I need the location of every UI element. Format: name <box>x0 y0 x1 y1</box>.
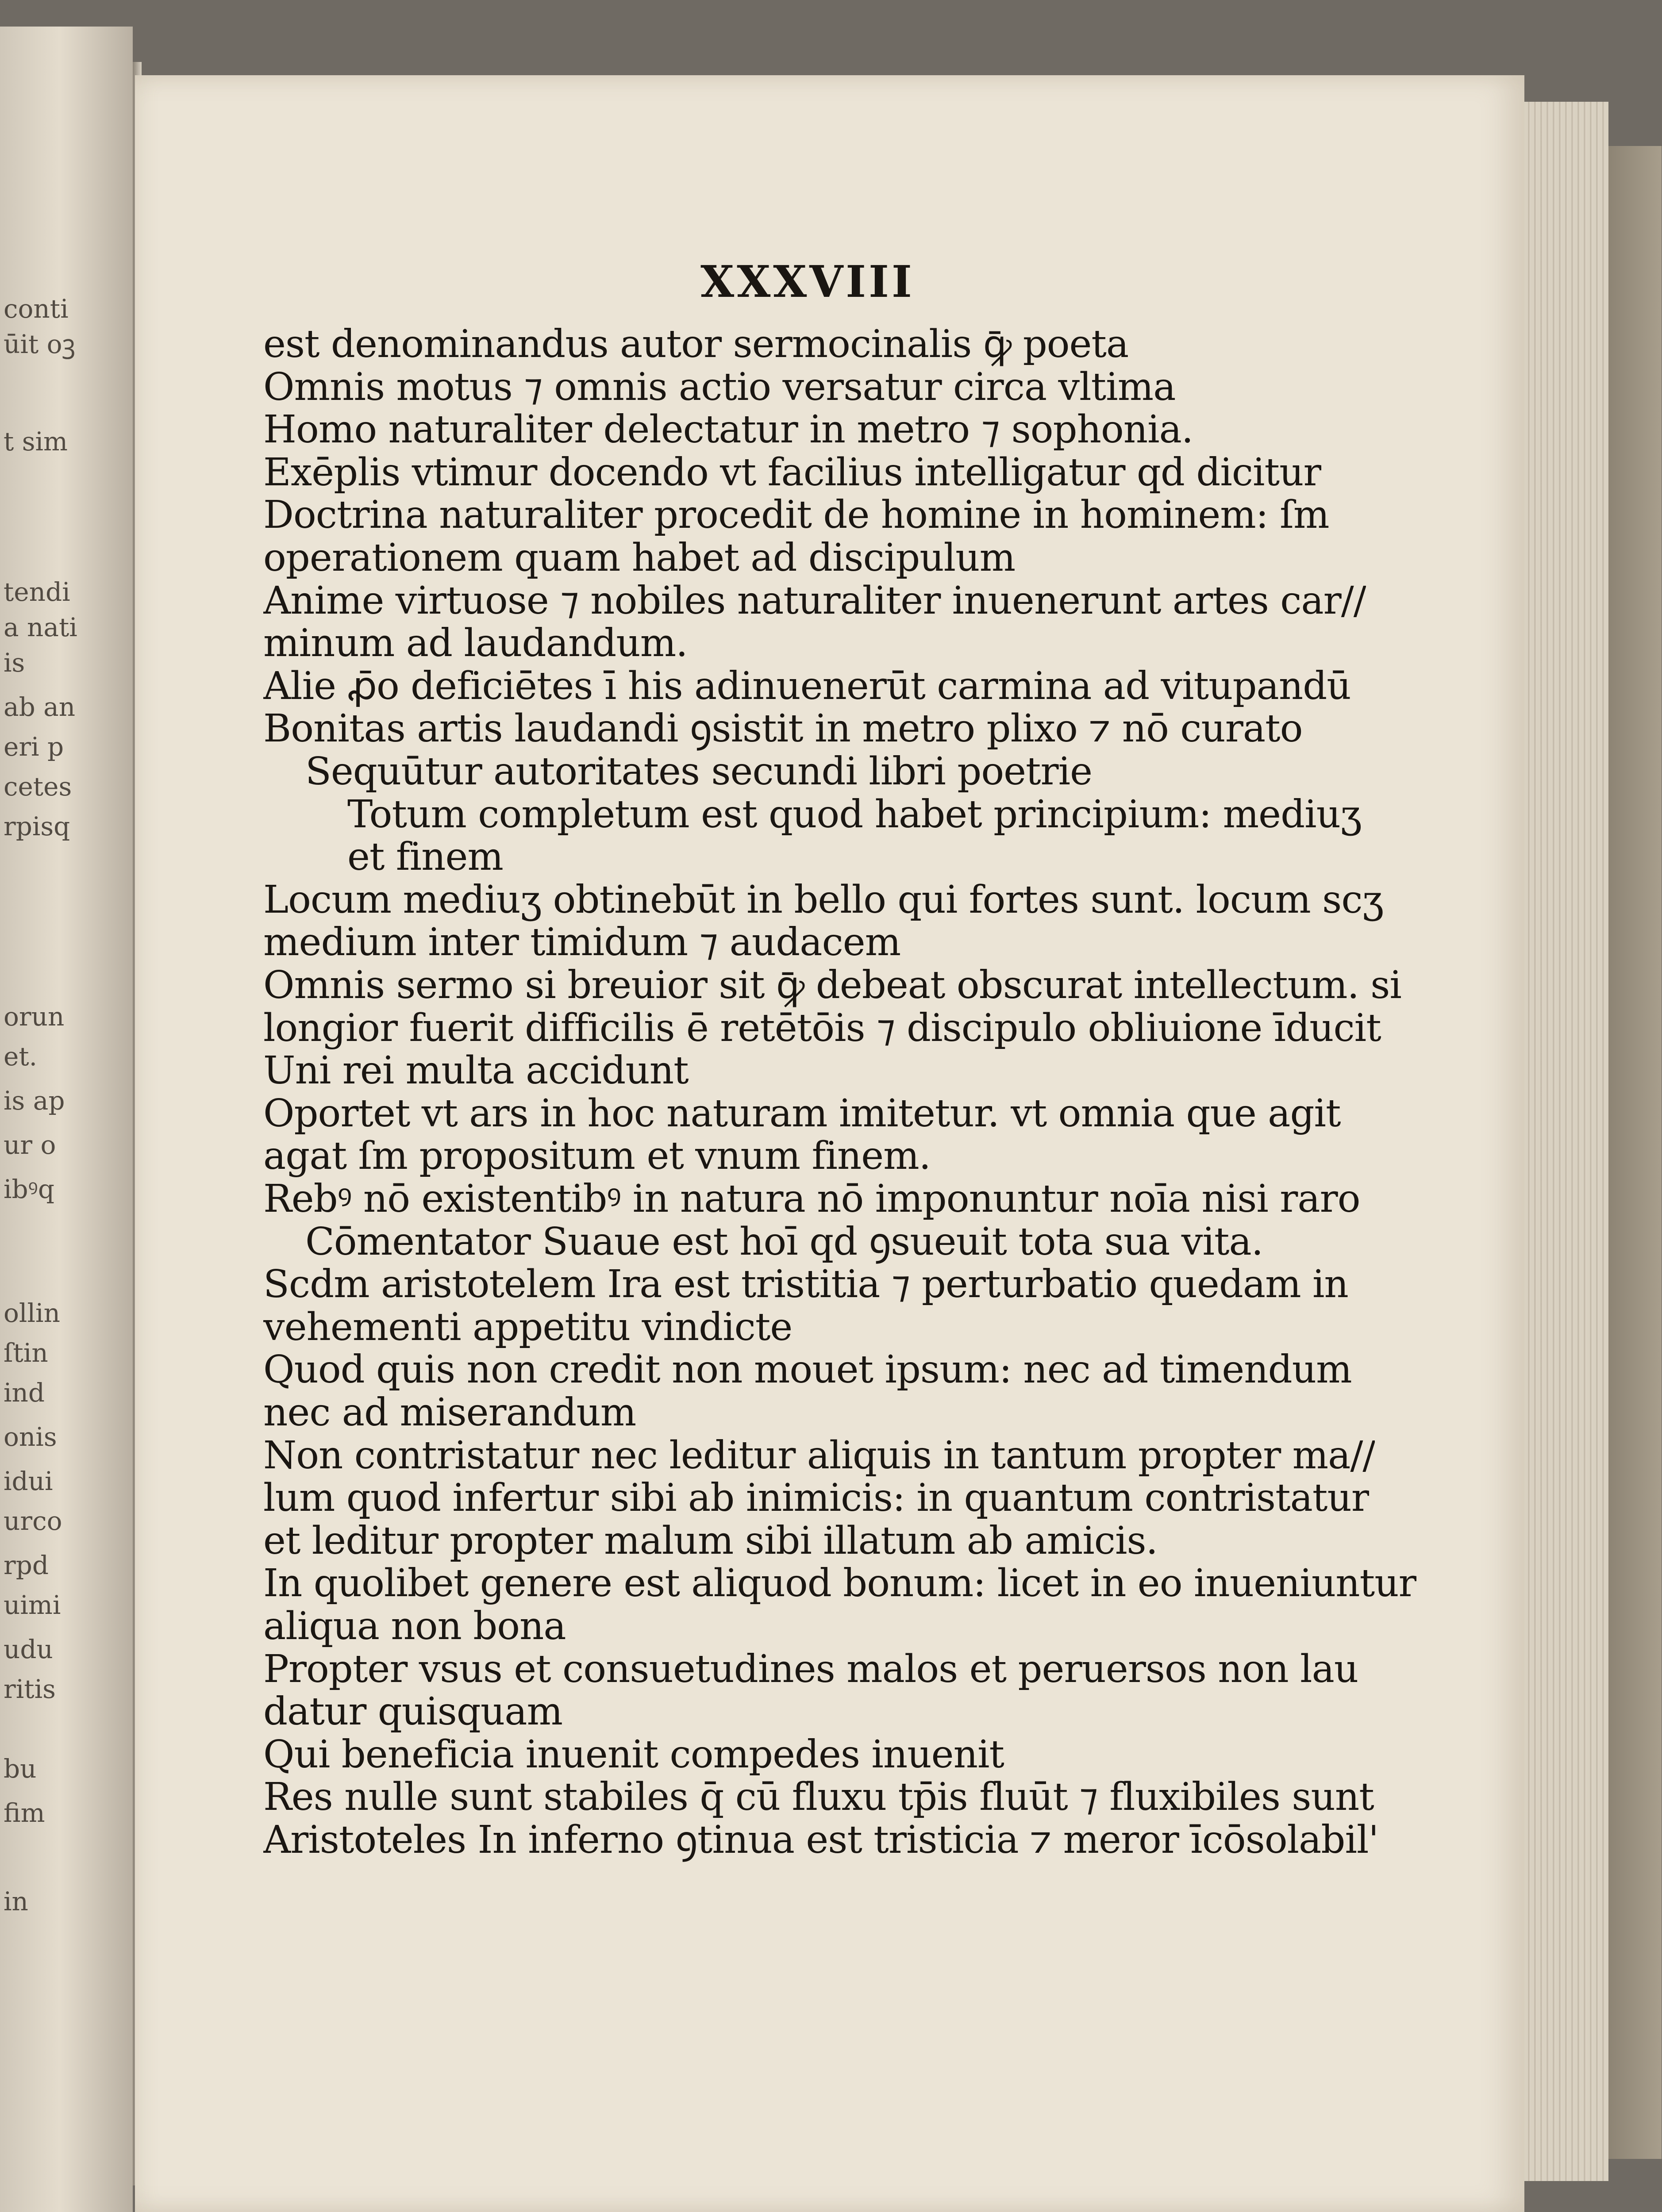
left-page-text-fragment: uimi <box>4 1590 61 1620</box>
left-page-text-fragment: ūit oꝫ <box>4 329 76 359</box>
text-line: Oportet vt ars in hoc naturam imitetur. vt omnia que agit <box>263 1091 1341 1136</box>
left-page-text-fragment: tendi <box>4 577 70 607</box>
page-fore-edge <box>1524 102 1608 2181</box>
leaf-number: XXXVIII <box>700 257 915 307</box>
text-line: est denominandus autor sermocinalis ꝙ̄ poeta <box>263 322 1129 366</box>
text-line: datur quisquam <box>263 1690 563 1734</box>
left-page-text-fragment: rpd <box>4 1550 49 1580</box>
text-line: Omnis sermo si breuior sit ꝙ̄ debeat obscurat intellectum. si <box>263 963 1401 1007</box>
text-line: minum ad laudandum. <box>263 621 688 666</box>
text-line: Res nulle sunt stabiles q̄ cū fluxu tp̄is fluūt ⁊ fluxibiles sunt <box>263 1775 1374 1820</box>
left-page-text-fragment: is ap <box>4 1086 65 1116</box>
left-page-text-fragment: ind <box>4 1378 45 1408</box>
text-line: Omnis motus ⁊ omnis actio versatur circa vltima <box>263 365 1176 409</box>
text-line: aliqua non bona <box>263 1604 566 1648</box>
left-page-text-fragment: urco <box>4 1506 62 1536</box>
left-page-text-fragment: onis <box>4 1422 57 1452</box>
text-line: Anime virtuose ⁊ nobiles naturaliter inuenerunt artes car// <box>263 578 1366 623</box>
left-page-text-fragment: bu <box>4 1754 37 1784</box>
text-line: Alie ꝓ̄o deficiētes ī his adinuenerūt carmina ad vitupandū <box>263 664 1351 708</box>
left-page-text-fragment: ollin <box>4 1298 60 1328</box>
left-page-text-fragment: idui <box>4 1466 53 1496</box>
left-page-text-fragment: ur o <box>4 1130 56 1160</box>
text-line: et leditur propter malum sibi illatum ab amicis. <box>263 1518 1158 1563</box>
text-line: nec ad miserandum <box>263 1390 636 1435</box>
left-page-text-fragment: cetes <box>4 772 72 802</box>
text-line: Cōmentator Suaue est hoī qd ꝯsueuit tota sua vita. <box>305 1219 1263 1264</box>
left-page-text-fragment: t sim <box>4 426 68 457</box>
text-line: Quod quis non credit non mouet ipsum: nec ad timendum <box>263 1348 1352 1392</box>
text-line: operationem quam habet ad discipulum <box>263 536 1016 580</box>
left-page-text-fragment: fim <box>4 1798 45 1828</box>
left-page-text-fragment: et. <box>4 1041 38 1071</box>
left-page-text-fragment: eri p <box>4 732 64 762</box>
left-page-fragment <box>0 27 133 2212</box>
text-line: agat ſm propositum et vnum finem. <box>263 1134 931 1179</box>
text-line: In quolibet genere est aliquod bonum: licet in eo inueniuntur <box>263 1561 1416 1606</box>
left-page-text-fragment: a nati <box>4 612 77 642</box>
left-page-text-fragment: ritis <box>4 1674 56 1704</box>
text-line: Locum mediuʒ obtinebūt in bello qui fortes sunt. locum scʒ <box>263 877 1384 922</box>
left-page-text-fragment: orun <box>4 1002 65 1032</box>
text-line: Homo naturaliter delectatur in metro ⁊ sophonia. <box>263 407 1193 452</box>
text-line: Aristoteles In inferno ꝯtinua est tristicia ⁊ meror īcōsolabil' <box>263 1818 1379 1862</box>
left-page-text-fragment: ſtin <box>4 1338 48 1368</box>
left-page-text-fragment: ab an <box>4 692 76 722</box>
text-line: Doctrina naturaliter procedit de homine in hominem: ſm <box>263 493 1329 538</box>
text-line: vehementi appetitu vindicte <box>263 1305 793 1349</box>
text-line: medium inter timidum ⁊ audacem <box>263 920 901 965</box>
text-line: Totum completum est quod habet principium: mediuʒ <box>347 792 1362 837</box>
text-block <box>263 322 1416 1862</box>
left-page-text-fragment: udu <box>4 1634 53 1664</box>
text-line: Uni rei multa accidunt <box>263 1048 689 1093</box>
text-line: Bonitas artis laudandi ꝯsistit in metro plixo ⁊ nō curato <box>263 707 1303 751</box>
left-page-text-fragment: is <box>4 648 25 678</box>
left-page-text-fragment: in <box>4 1886 28 1916</box>
text-line: lum quod infertur sibi ab inimicis: in quantum contristatur <box>263 1476 1369 1521</box>
left-page-text-fragment: rpisq <box>4 811 70 841</box>
text-line: Qui beneficia inuenit compedes inuenit <box>263 1732 1004 1777</box>
text-line: Non contristatur nec leditur aliquis in tantum propter ma// <box>263 1433 1375 1478</box>
text-line: Propter vsus et consuetudines malos et peruersos non lau <box>263 1647 1358 1691</box>
text-line: Sequūtur autoritates secundi libri poetrie <box>305 749 1093 794</box>
left-page-text-fragment: conti <box>4 294 69 324</box>
text-line: longior fuerit difficilis ē retētōis ⁊ discipulo obliuione īducit <box>263 1006 1381 1050</box>
text-line: et finem <box>347 835 503 879</box>
book-cover-edge <box>1608 146 1662 2159</box>
left-page-text-fragment: ibꝰq <box>4 1174 54 1204</box>
text-line: Scdm aristotelem Ira est tristitia ⁊ perturbatio quedam in <box>263 1262 1348 1307</box>
text-line: Rebꝰ nō existentibꝰ in natura nō imponuntur noīa nisi raro <box>263 1177 1360 1221</box>
text-line: Exēplis vtimur docendo vt facilius intelligatur qd dicitur <box>263 450 1321 495</box>
